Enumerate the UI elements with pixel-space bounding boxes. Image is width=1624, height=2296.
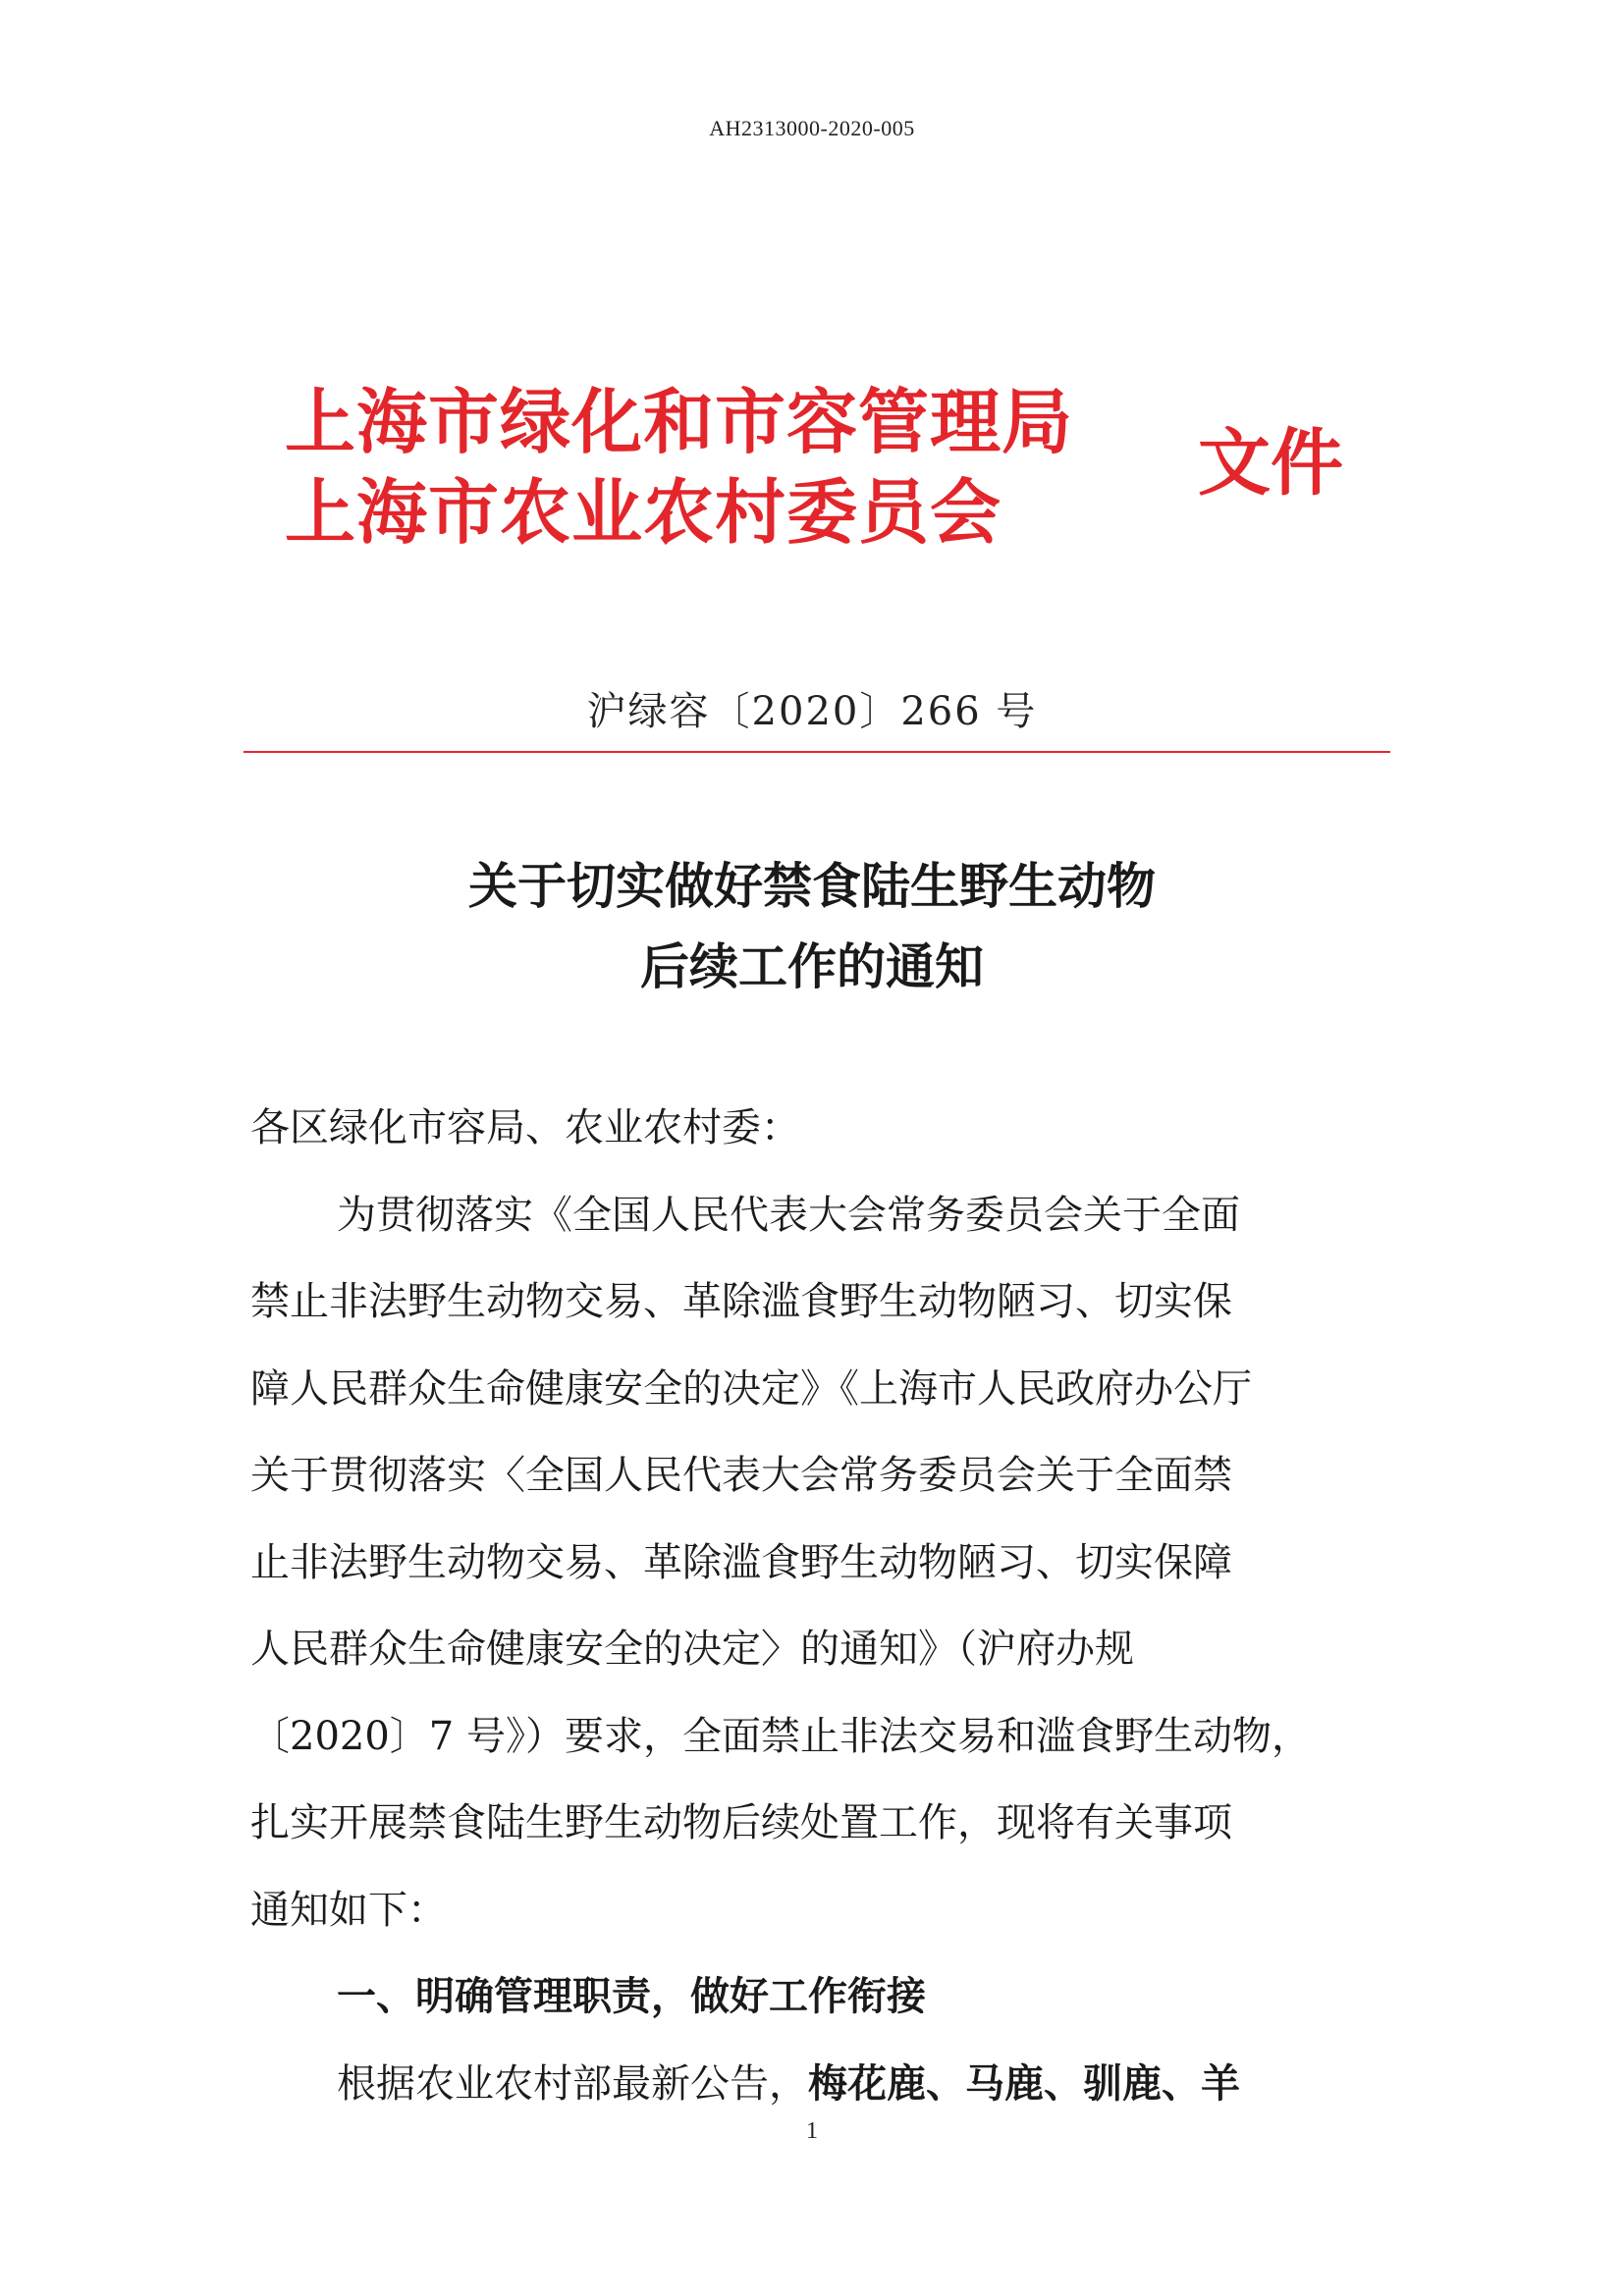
body-line: [250, 2041, 1350, 2128]
red-separator-line: [244, 751, 1390, 753]
issuer-header: [285, 378, 1384, 574]
addressee: 各区绿化市容局、农业农村委：: [250, 1105, 800, 1150]
page-number: 1: [806, 2118, 818, 2144]
document-number: 沪绿容〔2020〕266 号: [586, 689, 1038, 734]
issuer-line-1: 上海市绿化和市容管理局: [285, 381, 1074, 463]
body-line: 通知如下：: [250, 1887, 447, 1933]
body-line: 为贯彻落实《全国人民代表大会常务委员会关于全面: [337, 1192, 1240, 1238]
section-heading: 一、明确管理职责，做好工作衔接: [337, 1974, 926, 2019]
body-line: 止非法野生动物交易、革除滥食野生动物陋习、切实保障: [250, 1539, 1232, 1585]
body-line: 障人民群众生命健康安全的决定》《上海市人民政府办公厅: [250, 1365, 1252, 1412]
document-code: AH2313000-2020-005: [709, 116, 915, 140]
body-line: 关于贯彻落实〈全国人民代表大会常务委员会关于全面禁: [250, 1453, 1232, 1498]
body-line: 扎实开展禁食陆生野生动物后续处置工作，现将有关事项: [250, 1800, 1232, 1845]
body-line-prefix: 根据农业农村部最新公告，: [337, 2060, 808, 2107]
document-title: [0, 846, 1624, 1007]
title-line-2: 后续工作的通知: [640, 938, 984, 995]
issuer-line-2: 上海市农业农村委员会: [285, 471, 1002, 554]
body-line: 人民群众生命健康安全的决定〉的通知》（沪府办规: [250, 1627, 1134, 1672]
issuer-suffix: 文件: [1198, 421, 1343, 506]
body-line: 禁止非法野生动物交易、革除滥食野生动物陋习、切实保: [250, 1279, 1232, 1324]
title-line-1: 关于切实做好禁食陆生野生动物: [468, 858, 1156, 915]
body-line-bold: 梅花鹿、马鹿、驯鹿、羊: [808, 2060, 1240, 2107]
document-body: [250, 1085, 1350, 2127]
body-line: 〔2020〕7 号》）要求，全面禁止非法交易和滥食野生动物，: [250, 1713, 1311, 1759]
